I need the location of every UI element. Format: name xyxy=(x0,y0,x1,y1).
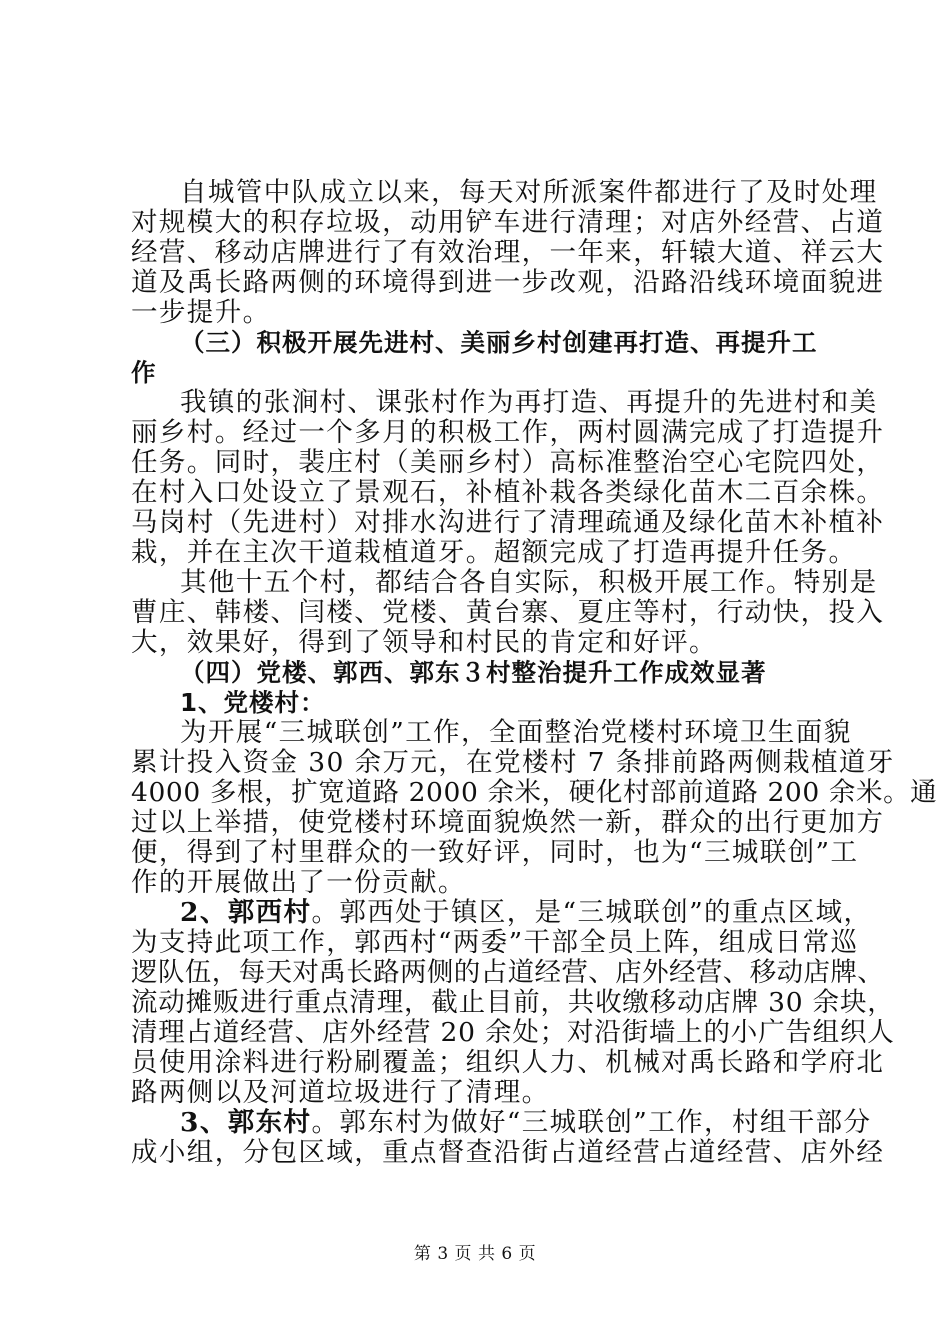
paragraph-line: 一步提升。 xyxy=(131,297,271,328)
paragraph-line: 经营、移动店牌进行了有效治理，一年来，轩辕大道、祥云大 xyxy=(131,237,885,268)
paragraph-line: 马岗村（先进村）对排水沟进行了清理疏通及绿化苗木补植补 xyxy=(131,507,885,538)
paragraph-line: 为支持此项工作，郭西村“两委”干部全员上阵，组成日常巡 xyxy=(131,927,859,958)
section-heading: （四）党楼、郭西、郭东３村整治提升工作成效显著 xyxy=(180,658,767,687)
paragraph-line: 流动摊贩进行重点清理，截止目前，共收缴移动店牌 30 余块， xyxy=(131,987,895,1018)
paragraph-line: 任务。同时，裴庄村（美丽乡村）高标准整治空心宅院四处， xyxy=(131,447,885,478)
section-heading: 作 xyxy=(131,358,157,387)
paragraph-line: 逻队伍，每天对禹长路两侧的占道经营、店外经营、移动店牌、 xyxy=(131,957,885,988)
subsection-label: 2、郭西村 xyxy=(180,897,312,928)
paragraph-line: 作的开展做出了一份贡献。 xyxy=(131,867,466,898)
paragraph-line: 清理占道经营、店外经营 20 余处；对沿街墙上的小广告组织人 xyxy=(131,1017,895,1048)
subsection-label: 3、郭东村 xyxy=(180,1107,312,1138)
subsection-heading: 1、党楼村： xyxy=(180,688,326,717)
paragraph-line: 在村入口处设立了景观石，补植补栽各类绿化苗木二百余株。 xyxy=(131,477,885,508)
paragraph-line: 曹庄、韩楼、闫楼、党楼、黄台寨、夏庄等村，行动快，投入 xyxy=(131,597,885,628)
paragraph-line: 4000 多根，扩宽道路 2000 余米，硬化村部前道路 200 余米。通 xyxy=(131,777,938,808)
paragraph-line: 便，得到了村里群众的一致好评，同时，也为“三城联创”工 xyxy=(131,837,859,868)
paragraph-line: 丽乡村。经过一个多月的积极工作，两村圆满完成了打造提升 xyxy=(131,417,885,448)
paragraph-line: 成小组，分包区域，重点督查沿街占道经营占道经营、店外经 xyxy=(131,1137,885,1168)
paragraph-line: 栽，并在主次干道栽植道牙。超额完成了打造再提升任务。 xyxy=(131,537,857,568)
paragraph-text: 。郭西处于镇区，是“三城联创”的重点区域， xyxy=(311,897,872,928)
paragraph-line: 员使用涂料进行粉刷覆盖；组织人力、机械对禹长路和学府北 xyxy=(131,1047,885,1078)
paragraph-line: 累计投入资金 30 余万元，在党楼村 7 条排前路两侧栽植道牙 xyxy=(131,747,895,778)
paragraph-line xyxy=(180,1106,871,1140)
paragraph-line: 自城管中队成立以来，每天对所派案件都进行了及时处理 xyxy=(180,177,878,208)
paragraph-line: 道及禹长路两侧的环境得到进一步改观，沿路沿线环境面貌进 xyxy=(131,267,885,298)
paragraph-line: 我镇的张涧村、课张村作为再打造、再提升的先进村和美 xyxy=(180,387,878,418)
paragraph-text: 。郭东村为做好“三城联创”工作，村组干部分 xyxy=(311,1107,872,1138)
paragraph-line: 大，效果好，得到了领导和村民的肯定和好评。 xyxy=(131,627,717,658)
paragraph-line: 其他十五个村，都结合各自实际，积极开展工作。特别是 xyxy=(180,567,878,598)
paragraph-line: 对规模大的积存垃圾，动用铲车进行清理；对店外经营、占道 xyxy=(131,207,885,238)
paragraph-line: 过以上举措，使党楼村环境面貌焕然一新，群众的出行更加方 xyxy=(131,807,885,838)
paragraph-line: 路两侧以及河道垃圾进行了清理。 xyxy=(131,1077,550,1108)
paragraph-line: 为开展“三城联创”工作，全面整治党楼村环境卫生面貌 xyxy=(180,717,852,748)
paragraph-line xyxy=(180,896,871,930)
page-footer: 第 3 页 共 6 页 xyxy=(413,1244,537,1264)
section-heading: （三）积极开展先进村、美丽乡村创建再打造、再提升工 xyxy=(180,328,818,357)
